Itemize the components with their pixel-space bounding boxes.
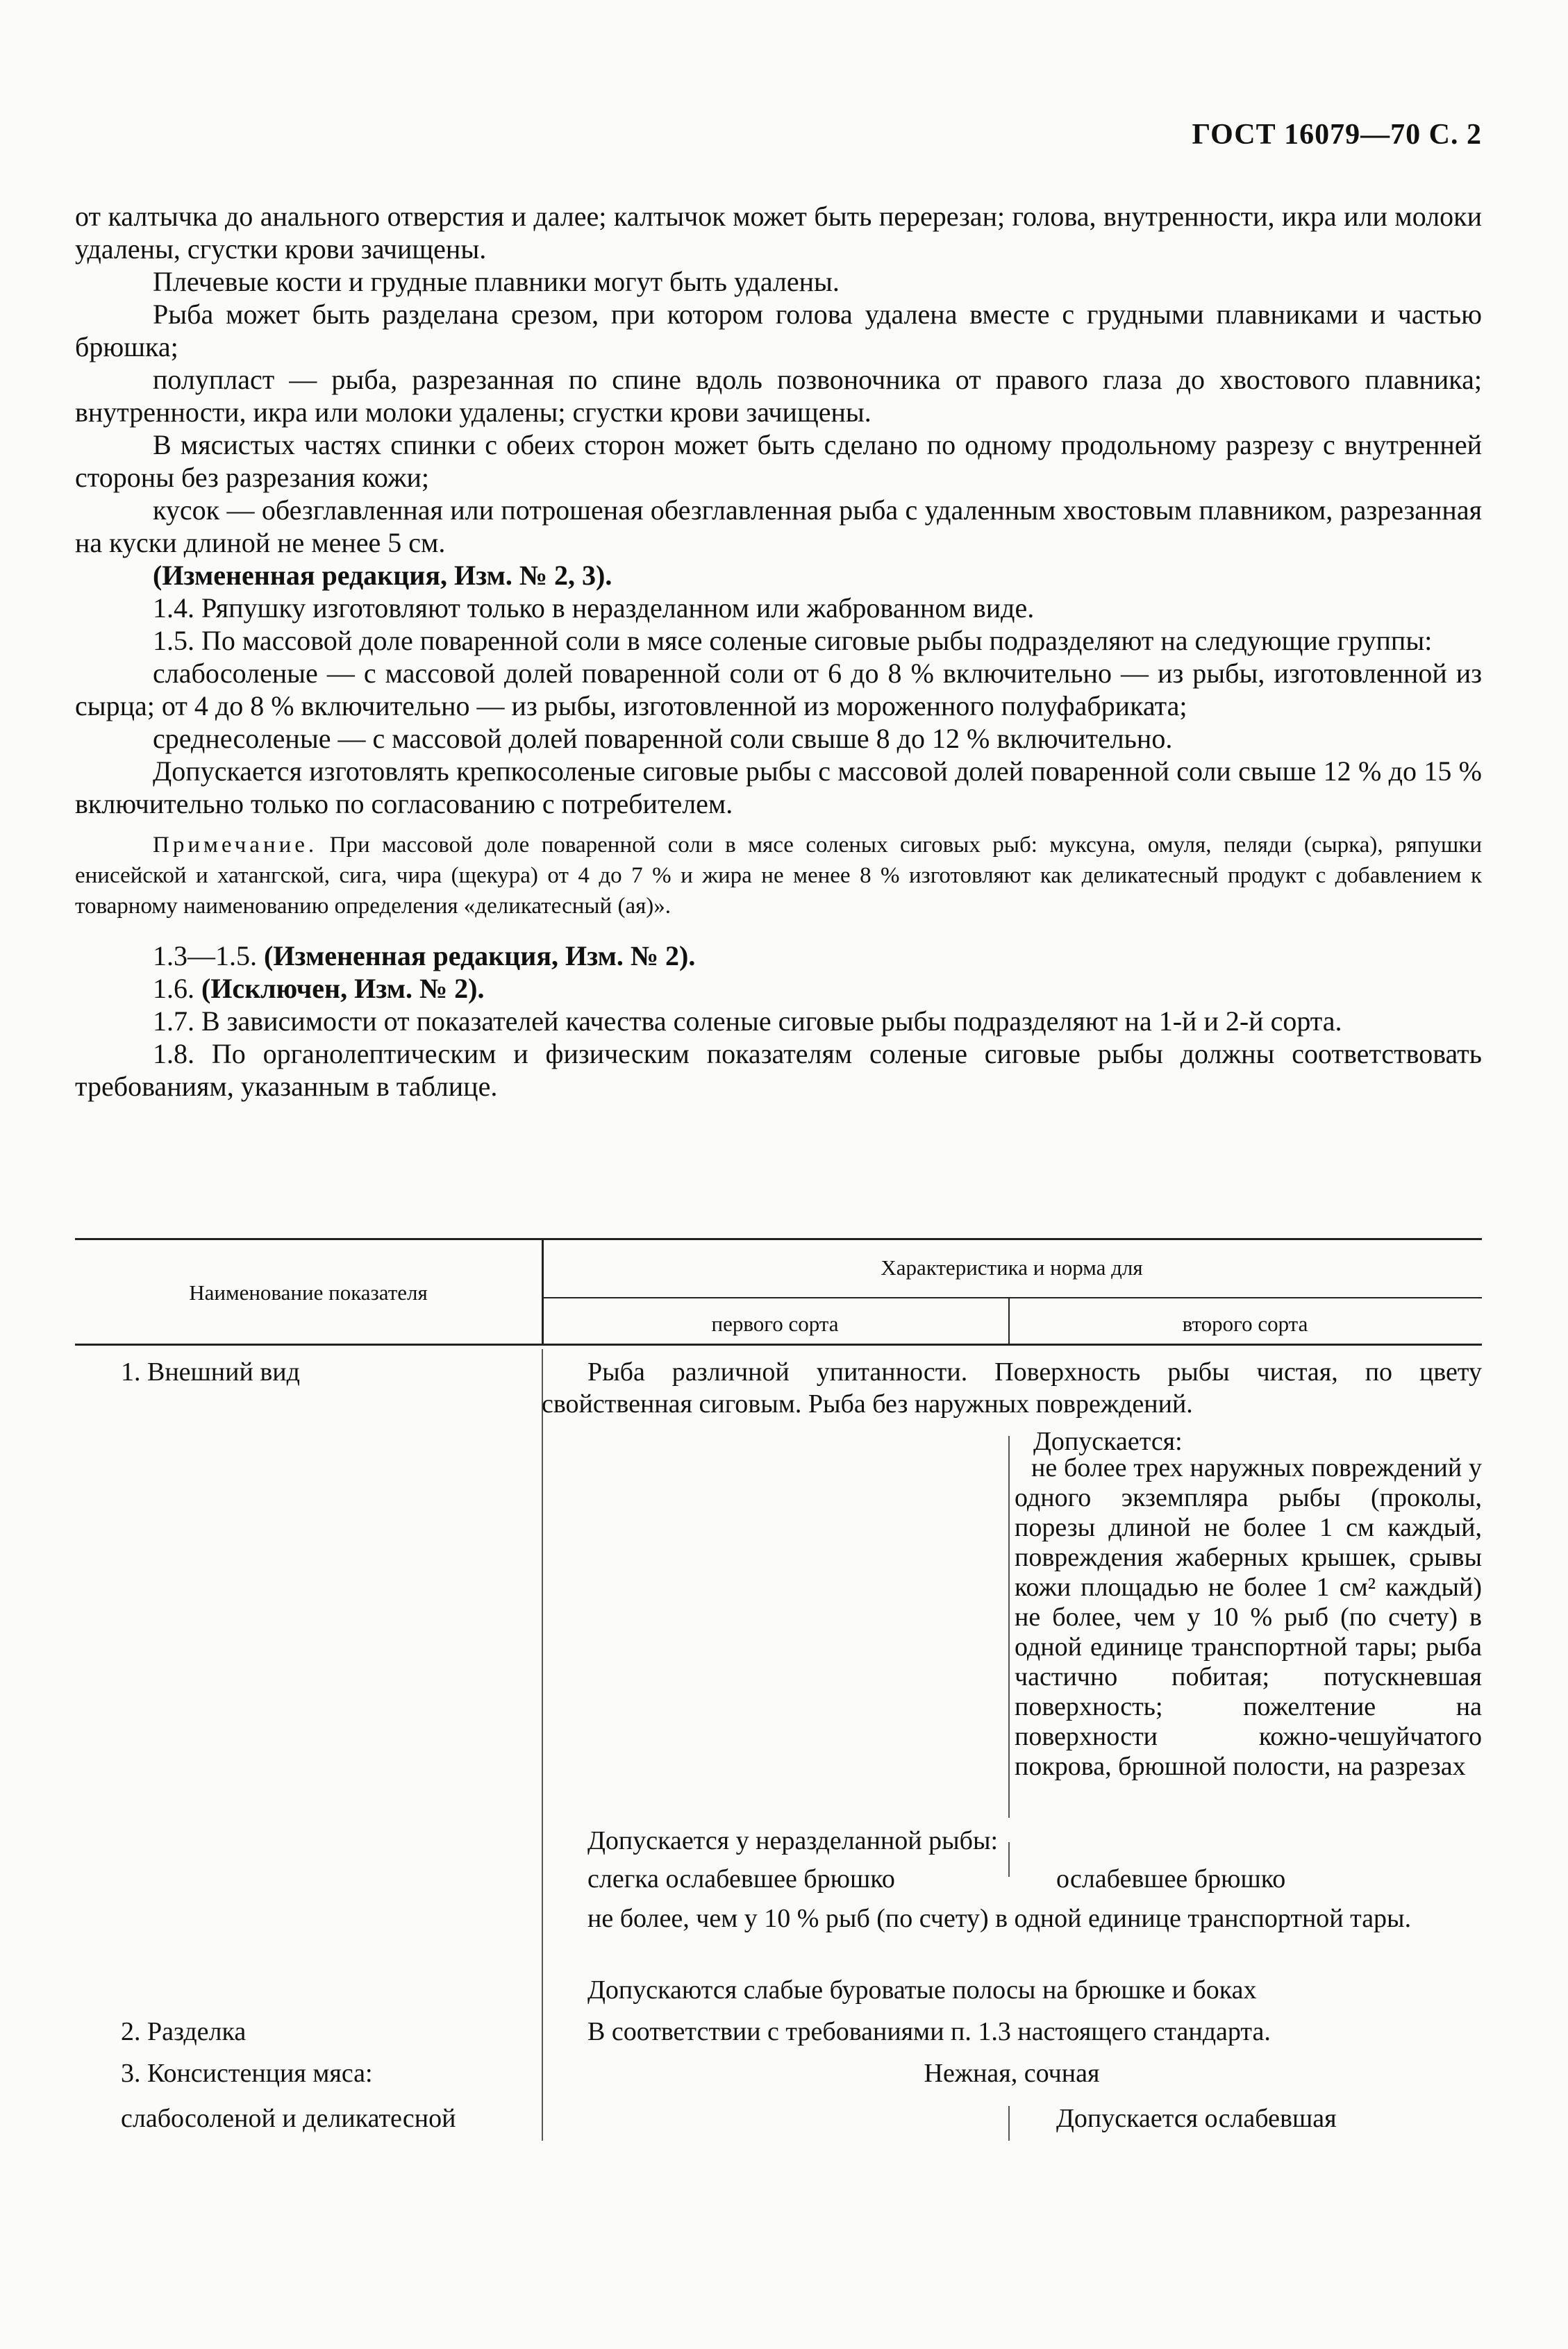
row-name: 1. Внешний вид <box>121 1357 300 1387</box>
paragraph: 1.5. По массовой доле поваренной соли в мясе соленые сиговые рыбы подразделяют на следующие группы: <box>153 625 1433 656</box>
amendment-text: (Измененная редакция, Изм. № 2). <box>264 940 696 971</box>
document-header: ГОСТ 16079—70 С. 2 <box>1192 119 1482 151</box>
amendment-note <box>75 559 1482 592</box>
cell-limit: не более, чем у 10 % рыб (по счету) в одной единице транспортной тары. <box>587 1904 1412 1933</box>
row-name: 3. Консистенция мяса: <box>121 2059 373 2088</box>
table-top-rule <box>75 1238 1482 1240</box>
cell-first-belly: слегка ослабевшее брюшко <box>587 1864 895 1894</box>
table-body-divider <box>1008 1842 1010 1877</box>
paragraph: от калтычка до анального отверстия и далее; калтычок может быть перерезан; голова, внутренности, икра или молоки удалены, сгустки крови зачищены. <box>75 201 1482 265</box>
amendment-text: (Исключен, Изм. № 2). <box>201 973 485 1004</box>
table-body-divider <box>1008 2106 1010 2141</box>
paragraph: среднесоленые — с массовой долей поваренной соли свыше 8 до 12 % включительно. <box>153 723 1173 754</box>
paragraph: 1.7. В зависимости от показателей качества соленые сиговые рыбы подразделяют на 1-й и 2-й сорта. <box>153 1005 1342 1037</box>
paragraph: слабосоленые — с массовой долей поваренной соли от 6 до 8 % включительно — из рыбы, изготовленной из сырца; от 4 до 8 % включительно — из рыбы, изготовленной из мороженного полуфабриката; <box>75 658 1482 721</box>
quality-table <box>75 1238 1482 2141</box>
note-label: Примечание. <box>153 833 318 858</box>
section-number: 1.6. <box>153 973 201 1004</box>
col-header-second: второго сорта <box>1182 1312 1308 1336</box>
cell-second-title: Допускается: <box>1033 1427 1183 1456</box>
paragraph: Допускается изготовлять крепкосоленые сиговые рыбы с массовой долей поваренной соли свыше 12 % до 15 % включительно только по согласованию с потребителем. <box>75 755 1482 819</box>
cell-second-sub: Допускается ослабевшая <box>1056 2104 1337 2133</box>
table-header-rule <box>75 1344 1482 1346</box>
col-header-indicator: Наименование показателя <box>189 1280 428 1305</box>
cell-common: Рыба различной упитанности. Поверхность рыбы чистая, по цвету свойственная сиговым. Рыба без наружных повреждений. <box>542 1357 1482 1419</box>
section-number: 1.3—1.5. <box>153 940 264 971</box>
table-mid-rule <box>542 1297 1482 1298</box>
table-body-divider <box>542 1349 543 2141</box>
amendment-line <box>75 972 1482 1005</box>
paragraph: В мясистых частях спинки с обеих сторон может быть сделано по одному продольному разрезу с внутренней стороны без разрезания кожи; <box>75 429 1482 493</box>
paragraph: полупласт — рыба, разрезанная по спине вдоль позвоночника от правого глаза до хвостового плавника; внутренности, икра или молоки удалены; сгустки крови зачищены. <box>75 364 1482 428</box>
row-sub-name: слабосоленой и деликатесной <box>121 2104 456 2133</box>
note <box>75 830 1482 921</box>
cell-second-text: не более трех наружных повреждений у одного экземпляра рыбы (проколы, порезы длиной не более 1 см каждый, повреждения жаберных крышек, срывы кожи площадью не более 1 см² каждый) не более, чем у 10 % рыб (по счету) в одной единице транспортной тары; рыба частично побитая; потускневшая поверхность; пожелтение на поверхности кожно-чешуйчатого покрова, брюшной полости, на разрезах <box>1015 1453 1482 1781</box>
note-text: При массовой доле поваренной соли в мясе соленых сиговых рыб: муксуна, омуля, пеляди (сырка), ряпушки енисейской и хатангской, сига, чира (щекура) от 4 до 7 % и жира не менее 8 % изготовляют как деликатесный продукт с добавлением к товарному наименованию определения «деликатесный (ая)». <box>75 833 1483 919</box>
cell-second-belly: ослабевшее брюшко <box>1056 1864 1286 1894</box>
col-header-group: Характеристика и норма для <box>881 1255 1143 1280</box>
document-body <box>75 200 1482 1103</box>
cell-uncut: Допускается у неразделанной рыбы: <box>587 1826 999 1855</box>
cell-stripes: Допускаются слабые буроватые полосы на брюшке и боках <box>587 1975 1257 2005</box>
row-name: 2. Разделка <box>121 2017 247 2046</box>
amendment-text: (Измененная редакция, Изм. № 2, 3). <box>153 560 612 591</box>
amendment-line <box>75 939 1482 972</box>
paragraph: Рыба может быть разделана срезом, при котором голова удалена вместе с грудными плавниками и частью брюшка; <box>75 299 1482 362</box>
paragraph: 1.8. По органолептическим и физическим показателям соленые сиговые рыбы должны соответствовать требованиям, указанным в таблице. <box>75 1038 1482 1102</box>
table-body-divider <box>1008 1436 1010 1818</box>
col-header-first: первого сорта <box>711 1312 839 1336</box>
paragraph: Плечевые кости и грудные плавники могут быть удалены. <box>153 266 840 297</box>
cell-common: Нежная, сочная <box>924 2059 1100 2088</box>
paragraph: кусок — обезглавленная или потрошеная обезглавленная рыба с удаленным хвостовым плавником, разрезанная на куски длиной не менее 5 см. <box>75 494 1482 558</box>
paragraph: 1.4. Ряпушку изготовляют только в неразделанном или жаброванном виде. <box>153 592 1035 624</box>
cell-common: В соответствии с требованиями п. 1.3 настоящего стандарта. <box>587 2017 1271 2046</box>
